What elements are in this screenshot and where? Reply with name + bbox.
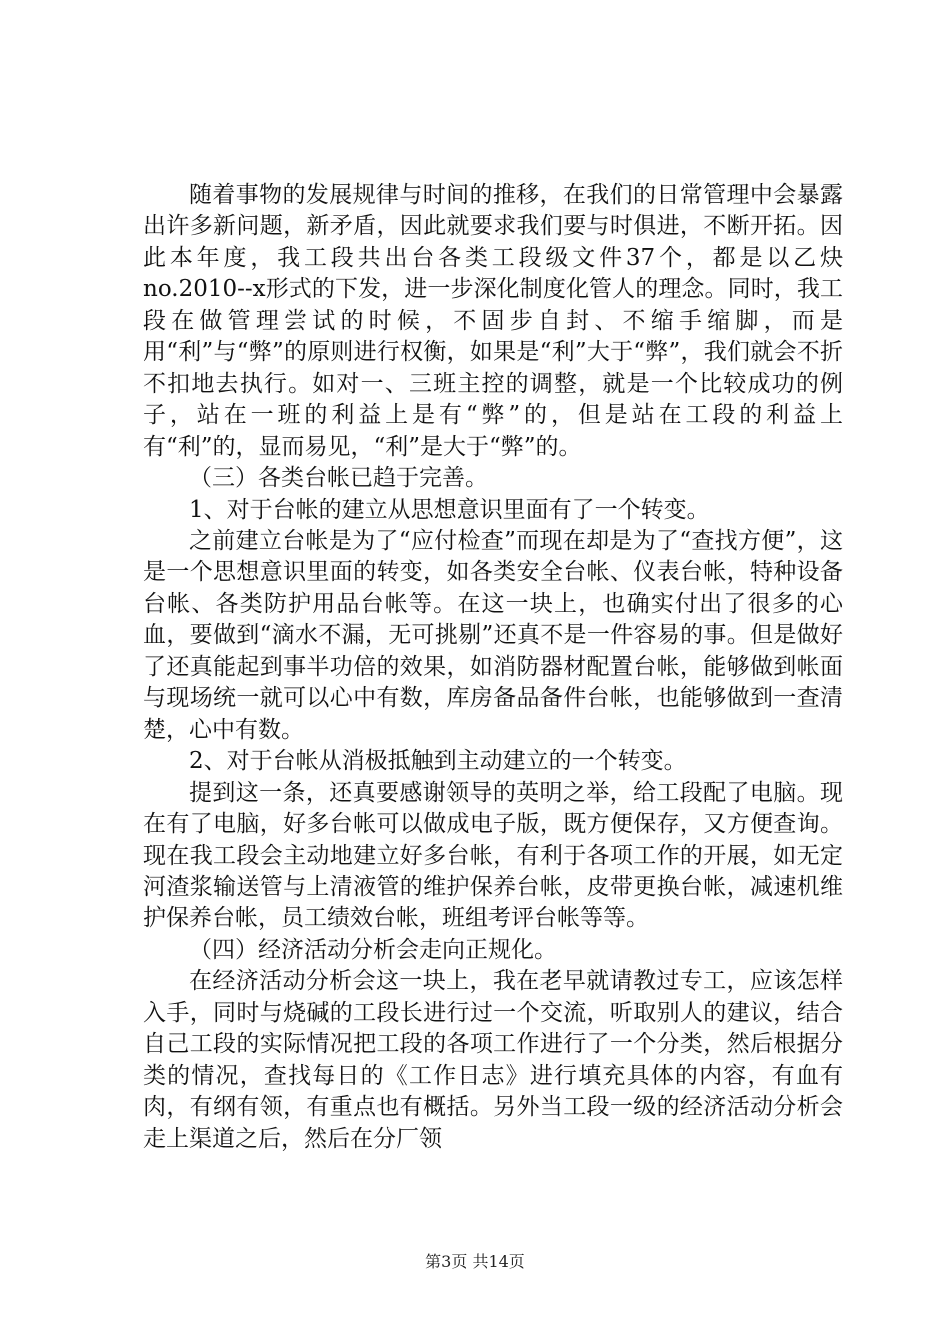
paragraph-management-innovation: 随着事物的发展规律与时间的推移，在我们的日常管理中会暴露出许多新问题，新矛盾，因此就要求我们要与时俱进，不断开拓。因此本年度，我工段共出台各类工段级文件37个，都是以乙炔no.2010--x形式的下发，进一步深化制度化管人的理念。同时，我工段在做管理尝试的时候，不固步自封、不缩手缩脚，而是用“利”与“弊”的原则进行权衡，如果是“利”大于“弊”，我们就会不折不扣地去执行。如对一、三班主控的调整，就是一个比较成功的例子，站在一班的利益上是有“弊”的，但是站在工段的利益上有“利”的，显而易见，“利”是大于“弊”的。 (143, 182, 843, 460)
body-text (143, 180, 843, 1155)
subheading-ledger-mindset: 1、对于台帐的建立从思想意识里面有了一个转变。 (189, 496, 710, 523)
section-heading-economic-analysis: （四）经济活动分析会走向正规化。 (189, 936, 557, 963)
section-heading-ledgers: （三）各类台帐已趋于完善。 (189, 465, 488, 492)
paragraph-economic-analysis: 在经济活动分析会这一块上，我在老早就请教过专工，应该怎样入手，同时与烧碱的工段长进行过一个交流，听取别人的建议，结合自己工段的实际情况把工段的各项工作进行了一个分类，然后根据分类的情况，查找每日的《工作日志》进行填充具体的内容，有血有肉，有纲有领，有重点也有概括。另外当工段一级的经济活动分析会走上渠道之后，然后在分厂领 (143, 968, 843, 1152)
paragraph-ledger-proactive: 提到这一条，还真要感谢领导的英明之举，给工段配了电脑。现在有了电脑，好多台帐可以做成电子版，既方便保存，又方便查询。现在我工段会主动地建立好多台帐，有利于各项工作的开展，如无定河渣浆输送管与上清液管的维护保养台帐，皮带更换台帐，减速机维护保养台帐，员工绩效台帐，班组考评台帐等等。 (143, 779, 843, 932)
subheading-ledger-proactive: 2、对于台帐从消极抵触到主动建立的一个转变。 (189, 748, 687, 775)
page-footer: 第3页 共14页 (425, 1252, 525, 1271)
paragraph-ledger-mindset: 之前建立台帐是为了“应付检查”而现在却是为了“查找方便”，这是一个思想意识里面的转变，如各类安全台帐、仪表台帐，特种设备台帐、各类防护用品台帐等。在这一块上，也确实付出了很多的心血，要做到“滴水不漏，无可挑剔”还真不是一件容易的事。但是做好了还真能起到事半功倍的效果，如消防器材配置台帐，能够做到帐面与现场统一就可以心中有数，库房备品备件台帐，也能够做到一查清楚，心中有数。 (143, 527, 843, 743)
